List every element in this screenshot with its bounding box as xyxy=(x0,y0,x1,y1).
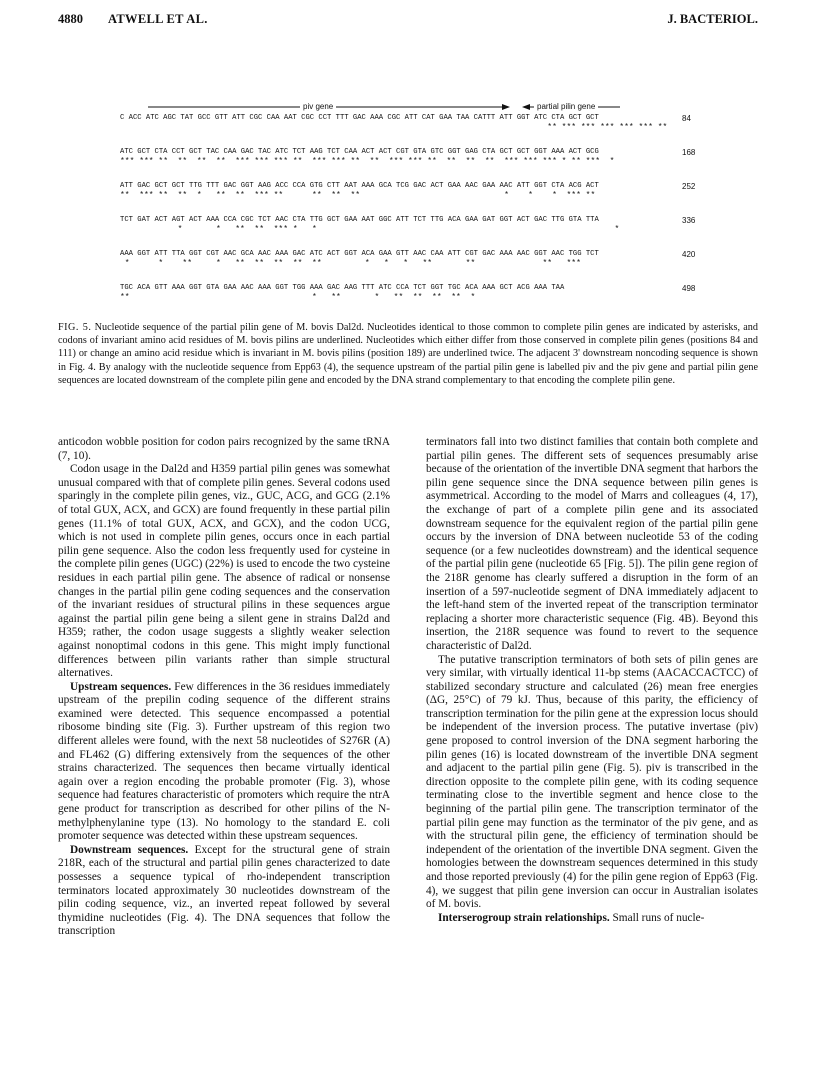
figure-caption xyxy=(58,321,758,387)
caption-text: Nucleotide sequence of the partial pilin gene of M. bovis Dal2d. Nucleotides identical to those common to complete pilin genes are indicated by asterisks, and codons of invariant amino acid residues of M. bovis pilins are underlined. Nucleotides which either differ from those conserved in complete pilin genes (positions 84 and 111) or change an amino acid residue which is invariant in M. bovis pilins (position 189) are underlined twice. The adjacent 3' downstream noncoding sequence is shown in Fig. 4. By analogy with the nucleotide sequence from Epp63 (4), the sequence upstream of the partial pilin gene is labelled piv and the piv gene and partial pilin gene sequences are located downstream of the complete pilin gene and encoded by the DNA strand complementary to that encoding the complete pilin gene. xyxy=(58,322,758,386)
partial-arrow-head xyxy=(522,104,530,110)
identity-marks: ** *** ** ** * ** ** *** ** ** ** ** * * * *** ** xyxy=(120,191,596,200)
paragraph: Codon usage in the Dal2d and H359 partial pilin genes was somewhat unusual compared with that of complete pilin genes. Several codons used sparingly in the complete pilin genes, viz., GUC, ACG, and GCG (2.1% of total GUX, ACX, and GCX) are found frequently in these partial pilin genes (11.1% of total GUX, ACX, and GCX), and the codon UCG, which is not used in complete pilin genes, occurs once in each partial pilin gene sequence. Also the codon less frequently used for cysteine in the complete pilin genes (UGC) (22%) is used to encode the two cysteine residues in each partial pilin gene. The absence of radical or nonsense changes in the partial pilin gene coding sequences and the conservation of the invariant residues of structural pilins in these sequences argue against the partial pilin gene being a silent gene in strains Dal2d and H359; rather, the codon usage suggests a slightly weaker selection against nonoptimal codons in this gene. This might imply functional differences between pilin variants rather than simple structural alternatives. xyxy=(58,463,390,680)
identity-marks: *** *** ** ** ** ** *** *** *** ** *** *** ** ** *** *** ** ** ** ** *** *** *** * ** *** * xyxy=(120,157,615,166)
figure-label: FIG. 5. xyxy=(58,322,92,333)
position-number: 498 xyxy=(682,284,696,293)
paragraph-text: Small runs of nucle- xyxy=(609,911,705,924)
seq-text: C ACC ATC AGC TAT GCC GTT ATT CGC CAA AAT CGC CCT TTT GAC AAA CGC ATT CAT GAA TAA CATTT ATT GGT ATC CTA GCT GCT xyxy=(120,114,599,122)
position-number: 84 xyxy=(682,114,691,123)
left-column xyxy=(58,436,390,939)
section-heading: Upstream sequences. xyxy=(70,680,172,693)
seq-text: AAA GGT ATT TTA GGT CGT AAC GCA AAC AAA GAC ATC ACT GGT ACA GAA GTT AAC CAA ATT CGT GAC AAA AAC GGT AAC TGG TCT xyxy=(120,250,599,258)
piv-arrow-head xyxy=(502,104,510,110)
right-column xyxy=(426,436,758,925)
running-header xyxy=(58,12,758,28)
running-authors: ATWELL ET AL. xyxy=(108,12,208,26)
identity-marks: ** *** *** *** *** *** ** xyxy=(120,123,668,132)
section-heading: Downstream sequences. xyxy=(70,843,189,856)
paragraph-text: Except for the structural gene of strain 218R, each of the structural and partial pilin genes characterized to date possesses a sequence typical of rho-independent transcription terminators located approximately 30 nucleotides downstream of the pilin coding sequence, viz., an inverted repeat followed by several thymidine nucleotides (Fig. 4). The DNA sequences that follow the transcription xyxy=(58,843,390,938)
piv-gene-label: piv gene xyxy=(300,102,336,111)
interserogroup-paragraph xyxy=(426,912,758,926)
partial-gene-label: partial pilin gene xyxy=(534,102,598,111)
identity-marks: * * ** ** *** * * * xyxy=(120,225,620,234)
seq-text: TGC ACA GTT AAA GGT GTA GAA AAC AAA GGT TGG AAA GAC AAG TTT ATC CCA TCT GGT TGC ACA AAA GCT ACG AAA TAA xyxy=(120,284,565,292)
downstream-paragraph xyxy=(58,844,390,939)
paragraph: anticodon wobble position for codon pairs recognized by the same tRNA (7, 10). xyxy=(58,436,390,462)
section-heading: Interserogroup strain relationships. xyxy=(438,911,610,924)
position-number: 420 xyxy=(682,250,696,259)
seq-text: ATT GAC GCT GCT TTG TTT GAC GGT AAG ACC CCA GTG CTT AAT AAA GCA TCG GAC ACT GAA AAC GAA AAC ATT GGT CTA ACG ACT xyxy=(120,182,599,190)
journal-name: J. BACTERIOL. xyxy=(667,12,758,26)
page-number: 4880 xyxy=(58,12,83,26)
position-number: 336 xyxy=(682,216,696,225)
seq-text: ATC GCT CTA CCT GCT TAC CAA GAC TAC ATC TCT AAG TCT CAA ACT ACT CGT GTA GTC GGT GAG CTA GCT GCT GGT AAA ACT GCG xyxy=(120,148,599,156)
position-number: 252 xyxy=(682,182,696,191)
upstream-paragraph xyxy=(58,681,390,844)
paragraph: The putative transcription terminators of both sets of pilin genes are very similar, with virtually identical 11-bp stems (AACACCACTCC) of stabilized secondary structure and calculated (26) mean free energies (ΔG, 25°C) of 79 kJ. Thus, because of this parity, the efficiency of transcription termination for the pilin gene at the expression locus should be independent of the inversion process. The putative invertase (piv) gene proposed to control inversion of the DNA segment harboring the pilin genes (16) is located downstream of the invertible DNA segment and adjacent to the partial pilin gene (Fig. 5). piv is transcribed in the direction opposite to the complete pilin gene, with its coding sequence terminating close to the invertible segment and hence close to the beginning of the partial pilin gene. The transcription terminator of the partial pilin gene may function as the terminator of the piv gene, and as with the structural pilin gene, the efficiency of termination should be independent of the orientation of the invertible DNA segment. Given the homologies between the downstream sequences determined in this study and those reported previously (4) for the pilin gene region of Epp63 (Fig. 4), we suggest that pilin gene inversion can occur in Australian isolates of M. bovis. xyxy=(426,653,758,911)
seq-text: TCT GAT ACT AGT ACT AAA CCA CGC TCT AAC CTA TTG GCT GAA AAT GGC ATT TCT TTG ACA GAA GAT GGT ACT GAC TTG GTA TTA xyxy=(120,216,599,224)
identity-marks: * * ** * ** ** ** ** ** * * * ** ** ** *** xyxy=(120,259,581,268)
paragraph: terminators fall into two distinct families that contain both complete and partial pilin genes. The different sets of sequences presumably arise because of the orientation of the invertible DNA segment that harbors the pilin gene sequence since the DNA sequence between pilin genes is asymmetrical. According to the model of Marrs and colleagues (4, 17), the exchange of part of a complete pilin gene and its associated downstream sequence for the equivalent region of the partial pilin gene occurs by the inversion of DNA between nucleotide 53 of the coding sequence (or a few nucleotides downstream) and the identical sequence of the partial pilin gene (nucleotide 65 [Fig. 5]). The pilin gene region of the 218R genome has clearly suffered a disruption in the form of an insertion of a 597-nucleotide segment of DNA immediately adjacent to the left-hand stem of the inverted repeat of the transcription terminator replacing a shorter more characteristic sequence (Fig. 4B). Beyond this insertion, the 218R sequence was found to revert to the sequence characteristic of Dal2d. xyxy=(426,436,758,652)
paragraph-text: Few differences in the 36 residues immediately upstream of the prepilin coding sequence of the different strains examined were detected. This sequence encompassed a potential ribosome binding site (Fig. 3). Further upstream of this region two different alleles were found, with the next 58 nucleotides of S276R (A) and FL462 (G) differing extensively from the sequences of the other strains characterized. The sequences then became virtually identical again over a region encoding the probable promoter (Fig. 3), whose sequence had features characteristic of promoters which require the ntrA gene product for transcription as described for other pilins of the N-methylphenylanine type (13). No homology to the standard E. coli promoter sequence was detected within these upstream sequences. xyxy=(58,680,390,843)
position-number: 168 xyxy=(682,148,696,157)
identity-marks: ** * ** * ** ** ** ** * xyxy=(120,293,476,302)
